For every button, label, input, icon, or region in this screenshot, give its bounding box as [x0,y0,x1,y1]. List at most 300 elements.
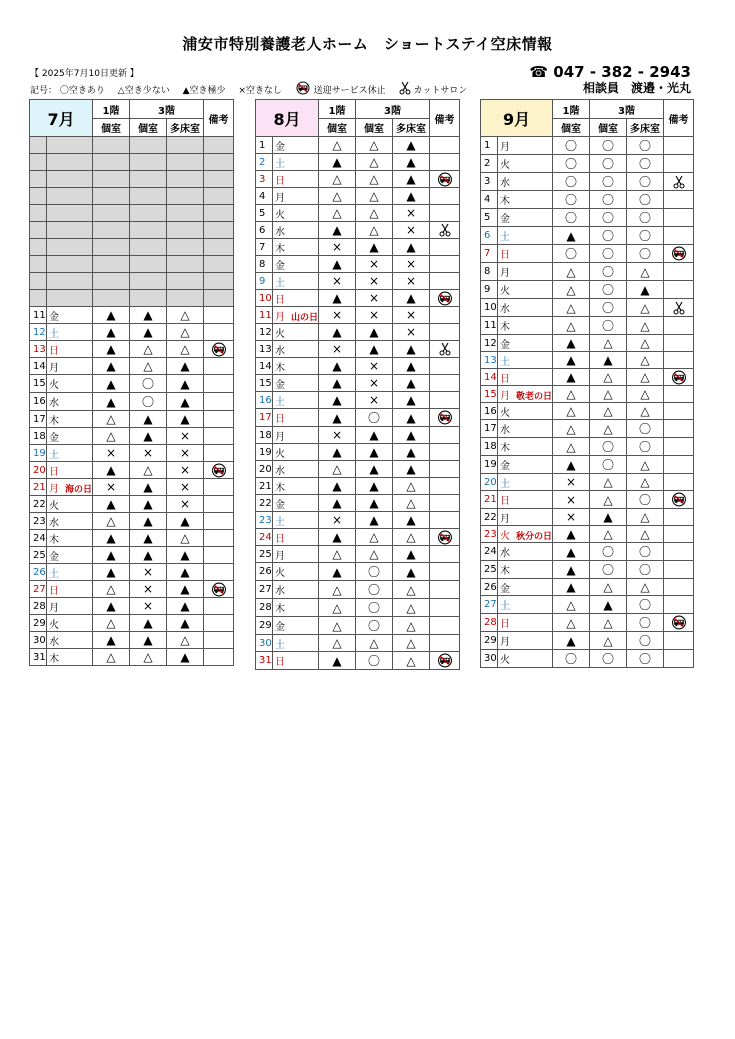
day-row [256,444,460,461]
weekday: 水 [500,425,510,436]
weekday-cell [273,392,319,409]
notes-cell [430,137,460,154]
floor3-private-status: △ [590,369,627,386]
floor3-multi-status: 〇 [627,596,664,614]
scissors-icon [439,344,451,355]
weekday: 月 [275,550,285,562]
floor3-private-status: ▲ [130,615,167,632]
notes-cell [664,245,694,263]
floor3-multi-status: △ [627,526,664,543]
day-number: 12 [30,324,47,341]
blank-cell [30,205,47,222]
notes-cell [430,599,460,617]
day-row [481,650,694,668]
floor3-private-status: 〇 [590,191,627,209]
blank-cell [47,256,93,273]
day-number: 13 [481,352,498,369]
day-row [481,456,694,474]
notes-cell [664,173,694,191]
weekday-cell [498,614,553,632]
day-number: 30 [481,650,498,668]
notes-cell [664,474,694,491]
floor1-private-status: ▲ [319,358,356,375]
blank-cell [167,273,204,290]
floor3-private-status: ▲ [356,478,393,495]
floor3-multi-status: △ [627,263,664,281]
floor3-multi-status: × [167,496,204,513]
weekday: 日 [275,294,285,306]
day-number: 17 [256,409,273,427]
blank-cell [47,137,93,154]
floor3-private-status: ▲ [130,513,167,530]
day-row [481,474,694,491]
floor3-private-status: ▲ [130,411,167,428]
floor3-private-status: ▲ [356,341,393,358]
notes-cell [204,393,234,411]
floor3-multi-status: △ [627,579,664,596]
notes-cell [664,209,694,227]
notes-cell [430,341,460,358]
day-number: 31 [256,652,273,670]
day-row [30,632,234,649]
notes-cell [664,191,694,209]
multi-bed-room-header: 多床室 [167,119,204,137]
weekday: 日 [49,585,59,597]
notes-cell [664,403,694,420]
notes-cell [430,512,460,529]
floor3-private-status: △ [356,546,393,563]
blank-cell [167,239,204,256]
notes-cell [204,632,234,649]
notes-cell [430,256,460,273]
day-number: 7 [256,239,273,256]
notes-cell [430,427,460,444]
weekday: 木 [500,443,510,454]
scissors-icon [439,225,451,236]
blank-cell [93,239,130,256]
floor3-private-status: 〇 [590,173,627,191]
weekday-cell [498,386,553,403]
weekday-cell [47,513,93,530]
weekday-cell [273,358,319,375]
blank-cell [30,256,47,273]
weekday: 水 [275,465,285,477]
floor1-private-status: ▲ [553,543,590,561]
day-number: 30 [256,635,273,652]
notes-cell [430,154,460,171]
floor3-multi-status: ▲ [393,188,430,205]
floor3-multi-status: ▲ [393,563,430,581]
floor3-multi-status: ▲ [167,649,204,666]
day-row [30,307,234,324]
floor1-private-status: ▲ [319,563,356,581]
floor3-multi-status: ▲ [393,444,430,461]
blank-row [30,205,234,222]
notes-cell [430,581,460,599]
floor3-multi-status: ▲ [167,581,204,598]
day-number: 25 [481,561,498,579]
weekday-cell [498,335,553,352]
day-number: 15 [30,375,47,393]
day-row [481,420,694,438]
notes-cell [204,341,234,358]
weekday: 火 [500,160,510,171]
weekday: 月 [275,192,285,204]
weekday-cell [273,652,319,670]
floor3-private-status: 〇 [590,438,627,456]
floor3-multi-status: △ [393,529,430,546]
weekday: 土 [49,449,59,461]
blank-cell [47,171,93,188]
holiday-name: 山の日 [291,312,319,323]
floor1-private-status: ▲ [553,369,590,386]
floor3-private-status: 〇 [590,561,627,579]
floor3-multi-status: ▲ [393,546,430,563]
floor1-private-status: 〇 [553,137,590,155]
day-number: 15 [481,386,498,403]
weekday: 木 [500,196,510,207]
floor3-private-status: △ [356,171,393,188]
weekday-cell [273,188,319,205]
floor1-private-status: △ [319,137,356,154]
weekday: 水 [49,517,59,529]
floor3-private-status: 〇 [590,137,627,155]
calendar-table-3 [480,99,694,668]
day-row [256,358,460,375]
day-row [30,462,234,479]
floor3-private-status: ▲ [590,509,627,526]
weekday-cell [273,461,319,478]
private-room-header: 個室 [319,119,356,137]
blank-cell [204,137,234,154]
floor3-multi-status: 〇 [627,438,664,456]
notes-cell [430,358,460,375]
notes-cell [664,526,694,543]
floor3-private-status: ▲ [130,632,167,649]
floor3-private-status: △ [590,386,627,403]
floor1-private-status: ▲ [553,526,590,543]
notes-cell [204,581,234,598]
weekday-cell [47,581,93,598]
floor3-multi-status: 〇 [627,543,664,561]
floor3-multi-status: △ [627,299,664,317]
weekday: 土 [275,516,285,528]
day-row [481,281,694,299]
weekday: 日 [500,496,510,507]
day-row [256,171,460,188]
weekday: 水 [49,636,59,648]
blank-row [30,239,234,256]
weekday-cell [47,649,93,666]
weekday-cell [273,256,319,273]
bus-stop-icon [436,174,454,185]
private-room-header: 個室 [93,119,130,137]
weekday-cell [47,428,93,445]
weekday: 月 [275,431,285,443]
floor1-private-status: ▲ [93,530,130,547]
legend-very-few: ▲空き極少 [182,86,226,96]
floor3-multi-status: 〇 [627,227,664,245]
weekday-cell [47,341,93,358]
blank-cell [30,290,47,307]
floor3-multi-status: ▲ [167,547,204,564]
day-number: 27 [481,596,498,614]
floor3-private-status: 〇 [356,617,393,635]
floor3-multi-status: △ [393,478,430,495]
day-row [481,596,694,614]
floor3-multi-status: 〇 [627,491,664,509]
weekday: 火 [275,209,285,221]
day-number: 4 [256,188,273,205]
floor1-private-status: × [93,479,130,496]
floor1-private-status: ▲ [93,375,130,393]
weekday-cell [498,403,553,420]
floor3-private-status: △ [356,188,393,205]
legend-cut-label: カットサロン [413,86,468,96]
blank-row [30,256,234,273]
day-number: 8 [481,263,498,281]
floor3-multi-status: × [393,273,430,290]
floor3-private-status: △ [130,462,167,479]
floor1-private-status: × [93,445,130,462]
floor3-multi-status: △ [627,369,664,386]
day-number: 26 [256,563,273,581]
notes-cell [204,479,234,496]
floor3-private-status: × [356,290,393,307]
weekday-cell [498,491,553,509]
weekday-cell [498,245,553,263]
weekday-cell [498,209,553,227]
floor3-private-status: ▲ [356,495,393,512]
floor3-multi-status: △ [627,474,664,491]
weekday-cell [273,154,319,171]
weekday: 火 [275,328,285,340]
weekday-cell [498,596,553,614]
day-number: 12 [256,324,273,341]
blank-cell [47,205,93,222]
weekday-cell [273,290,319,307]
weekday-cell [47,462,93,479]
weekday-cell [498,352,553,369]
weekday: 金 [500,339,510,351]
floor3-multi-status: ▲ [167,513,204,530]
blank-cell [204,205,234,222]
weekday: 土 [500,601,510,612]
floor1-private-status: △ [319,635,356,652]
floor3-private-status: × [356,358,393,375]
floor3-multi-status: ▲ [393,409,430,427]
day-number: 26 [481,579,498,596]
weekday: 月 [49,362,59,374]
holiday-name: 敬老の日 [516,391,553,402]
day-number: 29 [256,617,273,635]
floor3-private-status: × [130,564,167,581]
notes-cell [430,444,460,461]
weekday-cell [273,512,319,529]
floor1-private-status: ▲ [319,444,356,461]
notes-cell [430,652,460,670]
weekday: 木 [275,362,285,374]
blank-cell [93,137,130,154]
weekday: 月 [49,483,59,495]
weekday-cell [47,411,93,428]
notes-cell [430,409,460,427]
notes-cell [430,239,460,256]
day-number: 23 [481,526,498,543]
weekday-cell [47,564,93,581]
floor3-private-status: △ [590,403,627,420]
floor1-private-status: × [319,307,356,324]
day-number: 13 [30,341,47,358]
floor1-private-status: △ [553,299,590,317]
notes-cell [430,461,460,478]
weekday: 土 [275,277,285,289]
weekday: 金 [500,583,510,595]
day-number: 7 [481,245,498,263]
weekday-cell [273,375,319,392]
weekday: 日 [49,466,59,478]
floor1-private-status: △ [319,461,356,478]
floor3-private-status: 〇 [590,543,627,561]
day-row [256,341,460,358]
weekday: 水 [275,226,285,238]
floor3-private-status: × [356,375,393,392]
blank-cell [130,137,167,154]
floor1-private-status: 〇 [553,155,590,173]
day-row [481,526,694,543]
blank-cell [93,290,130,307]
day-number: 14 [30,358,47,375]
floor3-private-status: △ [590,420,627,438]
floor1-private-status: ▲ [553,456,590,474]
floor3-private-status: △ [130,358,167,375]
floor1-private-status: 〇 [553,191,590,209]
weekday-cell [273,635,319,652]
floor3-multi-status: 〇 [627,137,664,155]
floor3-private-status: 〇 [590,650,627,668]
blank-cell [130,154,167,171]
legend-few: △空き少ない [117,86,170,96]
day-number: 28 [256,599,273,617]
weekday: 水 [275,586,285,597]
day-row [481,227,694,245]
weekday: 水 [275,345,285,357]
day-row [481,245,694,263]
day-row [256,635,460,652]
notes-cell [664,137,694,155]
floor1-private-status: △ [319,546,356,563]
weekday: 金 [500,214,510,225]
weekday-cell [273,563,319,581]
floor3-multi-status: ▲ [167,615,204,632]
day-number: 13 [256,341,273,358]
notes-cell [664,352,694,369]
blank-cell [204,171,234,188]
notes-cell [204,649,234,666]
weekday-cell [273,495,319,512]
floor3-multi-status: ▲ [393,358,430,375]
weekday: 月 [275,311,285,323]
floor1-private-status: △ [93,513,130,530]
floor3-multi-status: △ [167,324,204,341]
floor3-multi-status: ▲ [167,411,204,428]
bus-stop-icon [670,618,688,629]
day-row [30,649,234,666]
floor3-multi-status: 〇 [627,650,664,668]
floor3-private-status: 〇 [130,393,167,411]
day-row [30,513,234,530]
weekday: 金 [275,499,285,511]
holiday-name: 秋分の日 [516,531,553,542]
floor3-private-status: △ [356,154,393,171]
floor1-private-status: ▲ [553,227,590,245]
weekday: 火 [49,500,59,512]
floor3-multi-status: ▲ [393,392,430,409]
weekday-cell [273,409,319,427]
day-row [256,563,460,581]
bus-stop-icon [295,81,311,98]
floor1-private-status: ▲ [319,290,356,307]
blank-cell [93,273,130,290]
blank-cell [30,137,47,154]
floor3-private-status: × [356,392,393,409]
floor1-private-status: △ [553,263,590,281]
day-number: 2 [481,155,498,173]
floor1-private-status: △ [319,599,356,617]
calendar-table-1 [29,99,234,666]
weekday: 土 [275,158,285,170]
notes-cell [204,324,234,341]
notes-cell [664,281,694,299]
day-row [481,317,694,335]
day-row [30,479,234,496]
day-row [481,403,694,420]
day-row [30,411,234,428]
floor3-private-status: ▲ [590,352,627,369]
floor3-multi-status: 〇 [627,561,664,579]
staff-names: 相談員 渡邉・光丸 [582,81,691,95]
day-row [256,478,460,495]
floor3-multi-status: × [167,428,204,445]
day-row [256,461,460,478]
day-row [256,617,460,635]
weekday: 月 [500,142,510,153]
day-number: 14 [256,358,273,375]
scissors-icon [673,177,685,188]
day-number: 31 [30,649,47,666]
weekday: 金 [49,311,59,323]
day-row [256,581,460,599]
day-row [30,496,234,513]
blank-cell [93,222,130,239]
floor1-header: 1階 [553,100,590,119]
weekday: 火 [49,619,59,631]
multi-bed-room-header: 多床室 [393,119,430,137]
floor3-private-status: ▲ [130,496,167,513]
notes-cell [430,273,460,290]
floor1-private-status: ▲ [319,409,356,427]
floor3-private-status: 〇 [590,456,627,474]
floor3-private-status: 〇 [590,155,627,173]
blank-cell [47,222,93,239]
floor1-private-status: 〇 [553,209,590,227]
floor1-private-status: △ [93,581,130,598]
bus-stop-icon [210,465,228,476]
blank-cell [47,273,93,290]
legend-available: 〇空きあり [59,86,105,96]
floor3-multi-status: △ [393,581,430,599]
weekday-cell [273,239,319,256]
